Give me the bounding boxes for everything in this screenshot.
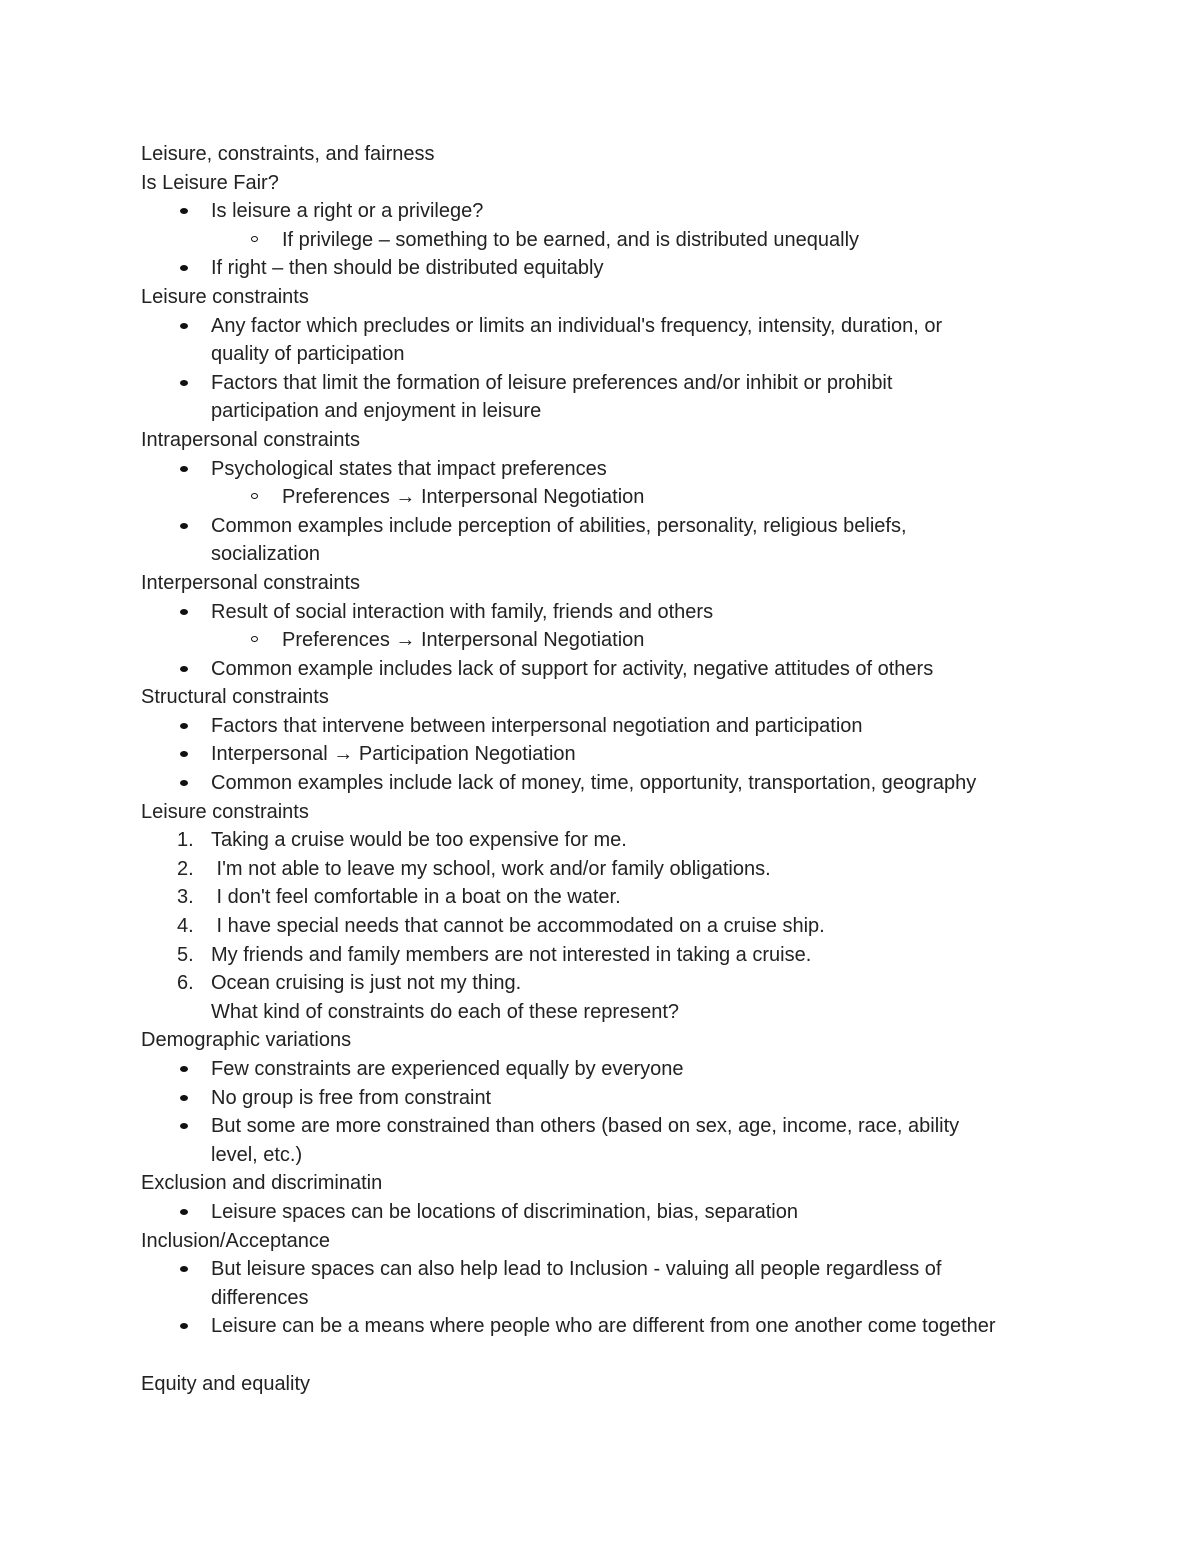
line-text: Interpersonal → Participation Negotiation <box>211 743 576 766</box>
line-text: Ocean cruising is just not my thing. <box>211 972 522 995</box>
bullet-ring-icon <box>251 493 258 499</box>
line-text: Interpersonal constraints <box>141 571 361 594</box>
continuation-line <box>141 340 1141 369</box>
line-text: Common examples include lack of money, time, opportunity, transportation, geography <box>211 772 977 795</box>
heading-line <box>141 1026 1141 1055</box>
heading-line <box>141 1227 1141 1256</box>
bullet-dot-icon <box>180 780 188 786</box>
line-text: But some are more constrained than others (based on sex, age, income, race, ability <box>211 1115 960 1138</box>
line-text: Leisure constraints <box>141 800 309 823</box>
bullet-dot-icon <box>180 265 188 271</box>
list-number: 4. <box>177 915 194 938</box>
numbered-item <box>141 969 1141 998</box>
line-text: Taking a cruise would be too expensive for me. <box>211 829 627 852</box>
numbered-item <box>141 912 1141 941</box>
sub-bullet-item <box>141 226 1141 255</box>
heading-line <box>141 1370 1141 1399</box>
blank-line <box>141 1341 1141 1370</box>
line-text: Factors that intervene between interpersonal negotiation and participation <box>211 714 863 737</box>
heading-line <box>141 169 1141 198</box>
bullet-item <box>141 512 1141 541</box>
heading-line <box>141 1169 1141 1198</box>
line-text: Exclusion and discriminatin <box>141 1172 383 1195</box>
line-text: But leisure spaces can also help lead to Inclusion - valuing all people regardless of <box>211 1258 942 1281</box>
line-text: Inclusion/Acceptance <box>141 1229 331 1252</box>
line-text: Leisure, constraints, and fairness <box>141 143 435 165</box>
bullet-item <box>141 312 1141 341</box>
document-body <box>141 140 1141 1398</box>
heading-line <box>141 798 1141 827</box>
bullet-dot-icon <box>180 723 188 729</box>
line-text: differences <box>211 1286 309 1309</box>
line-text: Equity and equality <box>141 1372 311 1395</box>
bullet-item <box>141 712 1141 741</box>
bullet-item <box>141 254 1141 283</box>
heading-line <box>141 569 1141 598</box>
bullet-item <box>141 1255 1141 1284</box>
bullet-dot-icon <box>180 466 188 472</box>
bullet-dot-icon <box>180 323 188 329</box>
line-text: Common example includes lack of support for activity, negative attitudes of others <box>211 657 934 680</box>
continuation-line <box>141 397 1141 426</box>
line-text: socialization <box>211 543 320 566</box>
bullet-dot-icon <box>180 1095 188 1101</box>
bullet-item <box>141 1312 1141 1341</box>
line-text: No group is free from constraint <box>211 1086 492 1109</box>
numbered-item <box>141 941 1141 970</box>
bullet-dot-icon <box>180 208 188 214</box>
bullet-dot-icon <box>180 1066 188 1072</box>
list-number: 6. <box>177 972 194 995</box>
line-text: I don't feel comfortable in a boat on the water. <box>211 886 621 909</box>
bullet-dot-icon <box>180 380 188 386</box>
bullet-dot-icon <box>180 1123 188 1129</box>
bullet-item <box>141 1084 1141 1113</box>
bullet-dot-icon <box>180 609 188 615</box>
heading-line <box>141 426 1141 455</box>
continuation-line <box>141 1141 1141 1170</box>
line-text: Demographic variations <box>141 1029 352 1052</box>
bullet-ring-icon <box>251 236 258 242</box>
bullet-dot-icon <box>180 666 188 672</box>
heading-line <box>141 140 1141 169</box>
line-text: Common examples include perception of abilities, personality, religious beliefs, <box>211 514 907 537</box>
list-number: 2. <box>177 857 194 880</box>
line-text: My friends and family members are not interested in taking a cruise. <box>211 943 812 966</box>
line-text: Structural constraints <box>141 686 329 709</box>
bullet-ring-icon <box>251 636 258 642</box>
line-text: Preferences → Interpersonal Negotiation <box>282 629 645 652</box>
line-text: Factors that limit the formation of leisure preferences and/or inhibit or prohibit <box>211 371 893 394</box>
list-number: 5. <box>177 943 194 966</box>
line-text: Is Leisure Fair? <box>141 171 279 194</box>
list-number: 1. <box>177 829 194 852</box>
line-text: If right – then should be distributed equitably <box>211 257 604 280</box>
line-text: What kind of constraints do each of these represent? <box>211 1000 680 1023</box>
bullet-item <box>141 369 1141 398</box>
bullet-item <box>141 1112 1141 1141</box>
bullet-item <box>141 769 1141 798</box>
continuation-line <box>141 540 1141 569</box>
line-text: participation and enjoyment in leisure <box>211 400 542 423</box>
heading-line <box>141 683 1141 712</box>
bullet-dot-icon <box>180 1209 188 1215</box>
bullet-item <box>141 1055 1141 1084</box>
line-text: level, etc.) <box>211 1143 303 1166</box>
sub-bullet-item <box>141 626 1141 655</box>
heading-line <box>141 283 1141 312</box>
bullet-item <box>141 598 1141 627</box>
continuation-line <box>141 1284 1141 1313</box>
line-text: Few constraints are experienced equally by everyone <box>211 1058 684 1080</box>
line-text: Any factor which precludes or limits an individual's frequency, intensity, duration, or <box>211 314 943 337</box>
line-text: If privilege – something to be earned, and is distributed unequally <box>282 228 860 251</box>
bullet-item <box>141 740 1141 769</box>
line-text: Leisure constraints <box>141 285 309 308</box>
bullet-dot-icon <box>180 1266 188 1272</box>
numbered-item <box>141 855 1141 884</box>
line-text: Preferences → Interpersonal Negotiation <box>282 486 645 509</box>
continuation-line <box>141 998 1141 1027</box>
bullet-item <box>141 455 1141 484</box>
numbered-item <box>141 883 1141 912</box>
line-text: I have special needs that cannot be accommodated on a cruise ship. <box>211 915 825 938</box>
sub-bullet-item <box>141 483 1141 512</box>
bullet-dot-icon <box>180 751 188 757</box>
list-number: 3. <box>177 886 194 909</box>
line-text: Psychological states that impact preferences <box>211 457 607 480</box>
line-text: Leisure can be a means where people who are different from one another come together <box>211 1315 996 1338</box>
line-text: I'm not able to leave my school, work and/or family obligations. <box>211 857 771 880</box>
line-text: Leisure spaces can be locations of discrimination, bias, separation <box>211 1200 798 1223</box>
line-text: quality of participation <box>211 343 405 366</box>
numbered-item <box>141 826 1141 855</box>
bullet-dot-icon <box>180 523 188 529</box>
bullet-item <box>141 655 1141 684</box>
bullet-item <box>141 197 1141 226</box>
line-text: Intrapersonal constraints <box>141 428 361 451</box>
bullet-item <box>141 1198 1141 1227</box>
line-text: Result of social interaction with family, friends and others <box>211 600 714 623</box>
line-text: Is leisure a right or a privilege? <box>211 200 484 223</box>
bullet-dot-icon <box>180 1323 188 1329</box>
